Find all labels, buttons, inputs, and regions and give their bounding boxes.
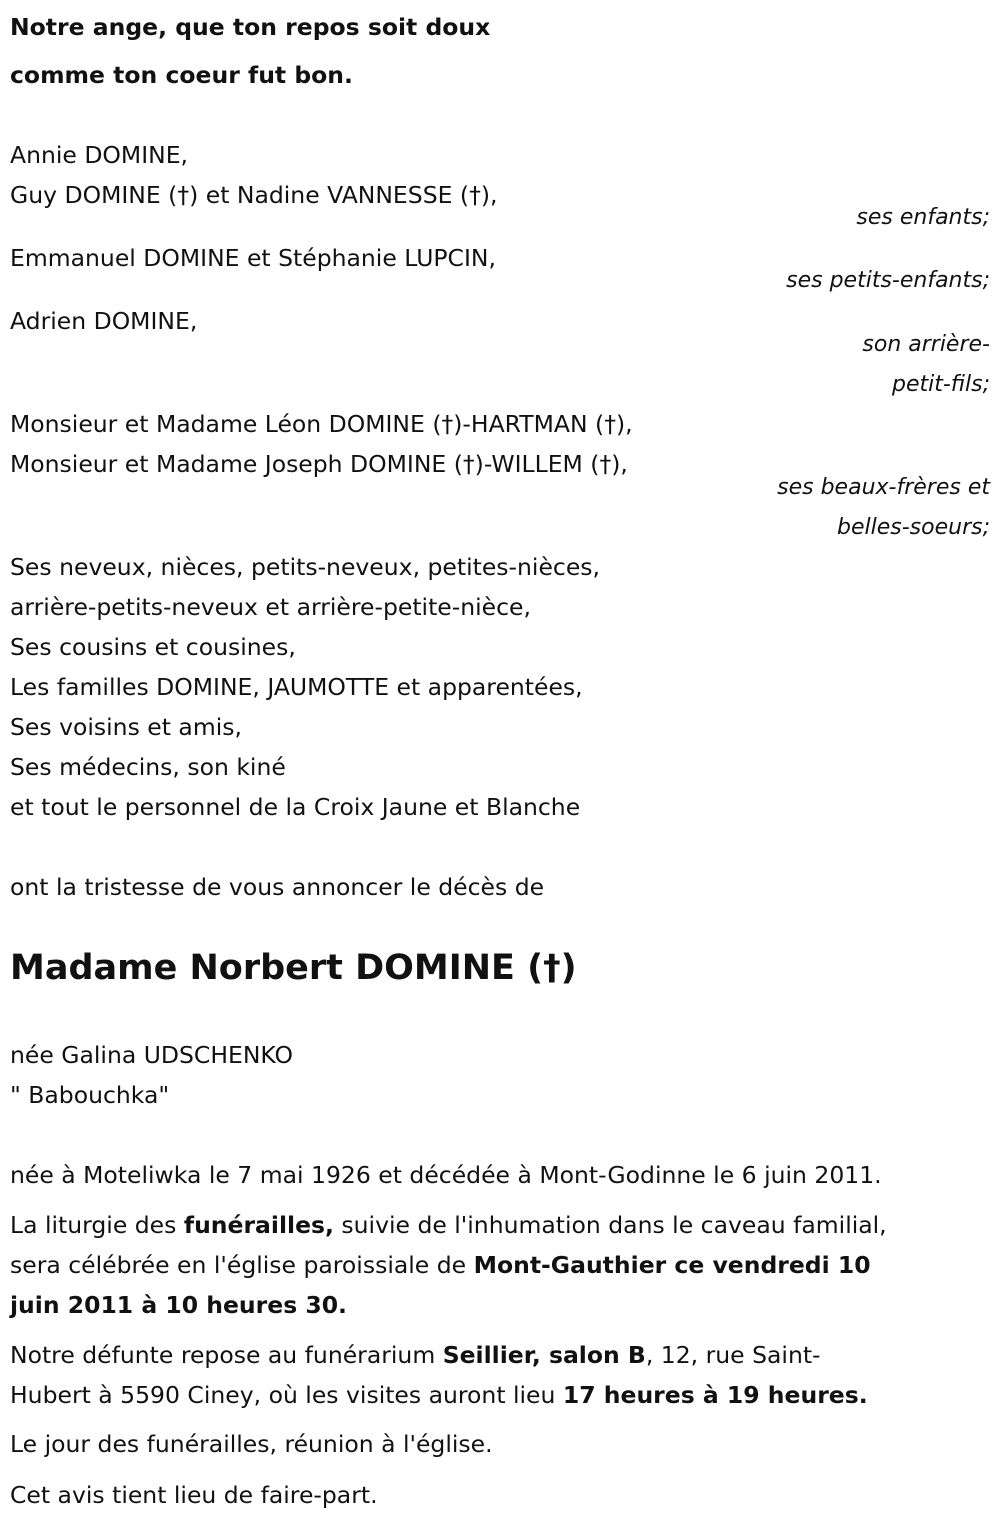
role-children: ses enfants; — [856, 205, 990, 230]
role-greatgrandchild: petit-fils; — [891, 372, 990, 397]
family-other: Ses médecins, son kiné — [10, 753, 286, 781]
family-child: Annie DOMINE, — [10, 141, 189, 169]
family-other: arrière-petits-neveux et arrière-petite-nièce, — [10, 593, 531, 621]
family-other: Ses neveux, nièces, petits-neveux, petites-nièces, — [10, 553, 600, 581]
text: suivie de l'inhumation dans le caveau familial, — [333, 1211, 887, 1239]
family-other: Ses cousins et cousines, — [10, 633, 296, 661]
text: sera célébrée en l'église paroissiale de — [10, 1251, 474, 1279]
text: Hubert à 5590 Ciney, où les visites auront lieu — [10, 1381, 563, 1409]
rest-line-1 — [10, 1335, 821, 1375]
rest-line-2 — [10, 1375, 868, 1415]
liturgy-line-1 — [10, 1205, 887, 1245]
family-child: Guy DOMINE (†) et Nadine VANNESSE (†), — [10, 181, 498, 209]
birth-death: née à Moteliwka le 7 mai 1926 et décédée à Mont-Godinne le 6 juin 2011. — [10, 1161, 882, 1189]
text: , 12, rue Saint- — [645, 1341, 821, 1369]
text: La liturgie des — [10, 1211, 184, 1239]
family-inlaw: Monsieur et Madame Joseph DOMINE (†)-WILLEM (†), — [10, 450, 628, 478]
announcement: ont la tristesse de vous annoncer le décès de — [10, 873, 545, 901]
family-other: Les familles DOMINE, JAUMOTTE et apparentées, — [10, 673, 583, 701]
motto-line-1: Notre ange, que ton repos soit doux — [10, 13, 491, 41]
born-name: née Galina UDSCHENKO — [10, 1041, 294, 1069]
nickname: " Babouchka" — [10, 1081, 170, 1109]
family-grandchildren: Emmanuel DOMINE et Stéphanie LUPCIN, — [10, 244, 496, 272]
motto-line-2: comme ton coeur fut bon. — [10, 61, 353, 89]
role-grandchildren: ses petits-enfants; — [786, 268, 990, 293]
deceased-name: Madame Norbert DOMINE (†) — [10, 948, 577, 988]
role-inlaws: belles-soeurs; — [837, 515, 990, 540]
family-other: Ses voisins et amis, — [10, 713, 242, 741]
bold-text: Mont-Gauthier ce vendredi 10 — [473, 1251, 871, 1279]
bold-text: 17 heures à 19 heures. — [562, 1381, 868, 1409]
family-inlaw: Monsieur et Madame Léon DOMINE (†)-HARTMAN (†), — [10, 410, 633, 438]
family-other: et tout le personnel de la Croix Jaune et Blanche — [10, 793, 581, 821]
family-greatgrandchild: Adrien DOMINE, — [10, 307, 198, 335]
role-inlaws: ses beaux-frères et — [777, 475, 990, 500]
notice: Cet avis tient lieu de faire-part. — [10, 1481, 378, 1509]
role-greatgrandchild: son arrière- — [862, 332, 990, 357]
text: Notre défunte repose au funérarium — [10, 1341, 443, 1369]
liturgy-line-2 — [10, 1245, 871, 1285]
bold-text: funérailles, — [183, 1211, 334, 1239]
bold-text: Seillier, salon B — [442, 1341, 646, 1369]
liturgy-line-3: juin 2011 à 10 heures 30. — [10, 1291, 347, 1319]
meeting: Le jour des funérailles, réunion à l'église. — [10, 1430, 493, 1458]
